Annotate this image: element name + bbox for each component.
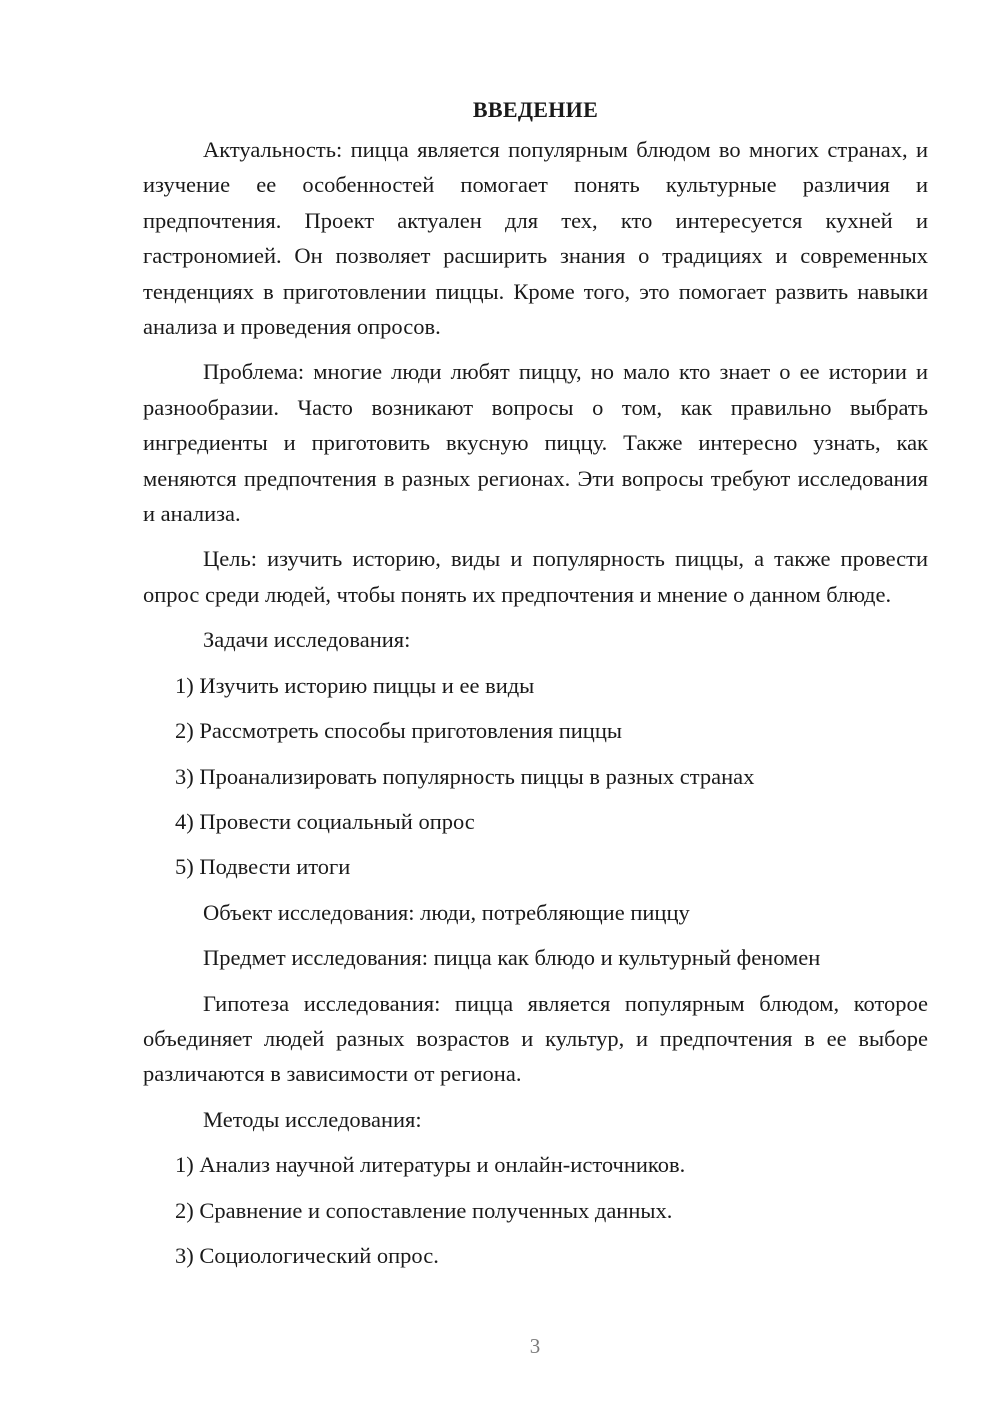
research-object: Объект исследования: люди, потребляющие пиццу: [203, 899, 690, 925]
tasks-list: [143, 668, 928, 885]
hypothesis-paragraph: Гипотеза исследования: пицца является популярным блюдом, которое объединяет людей разных возрастов и культур, и предпочтения в ее выборе различаются в зависимости от региона.: [143, 990, 928, 1087]
goal-paragraph: Цель: изучить историю, виды и популярность пиццы, а также провести опрос среди людей, чтобы понять их предпочтения и мнение о данном блюде.: [143, 546, 928, 607]
methods-heading: Методы исследования:: [203, 1106, 422, 1132]
list-item: 3) Социологический опрос.: [175, 1242, 439, 1268]
page-number: 3: [529, 1334, 541, 1358]
list-item: 3) Проанализировать популярность пиццы в разных странах: [175, 763, 755, 789]
methods-list: [143, 1147, 928, 1273]
relevance-paragraph: Актуальность: пицца является популярным блюдом во многих странах, и изучение ее особенностей помогает понять культурные различия и предпочтения. Проект актуален для тех, кто интересуется кухней и гастрономией. Он позволяет расширить знания о традициях и современных тенденциях в приготовлении пиццы. Кроме того, это помогает развить навыки анализа и проведения опросов.: [143, 137, 928, 340]
problem-paragraph: Проблема: многие люди любят пиццу, но мало кто знает о ее истории и разнообразии. Часто возникают вопросы о том, как правильно выбрать ингредиенты и приготовить вкусную пиццу. Также интересно узнать, как меняются предпочтения в разных регионах. Эти вопросы требуют исследования и анализа.: [143, 359, 928, 527]
research-subject: Предмет исследования: пицца как блюдо и культурный феномен: [203, 945, 821, 971]
list-item: 1) Изучить историю пиццы и ее виды: [175, 672, 535, 698]
list-item: 1) Анализ научной литературы и онлайн-источников.: [175, 1152, 686, 1178]
tasks-heading: Задачи исследования:: [203, 627, 411, 653]
list-item: 2) Сравнение и сопоставление полученных данных.: [175, 1197, 673, 1223]
list-item: 4) Провести социальный опрос: [175, 808, 475, 834]
list-item: 2) Рассмотреть способы приготовления пиццы: [175, 718, 622, 744]
document-page: [143, 92, 928, 1283]
page-title: ВВЕДЕНИЕ: [472, 97, 599, 122]
list-item: 5) Подвести итоги: [175, 854, 351, 880]
